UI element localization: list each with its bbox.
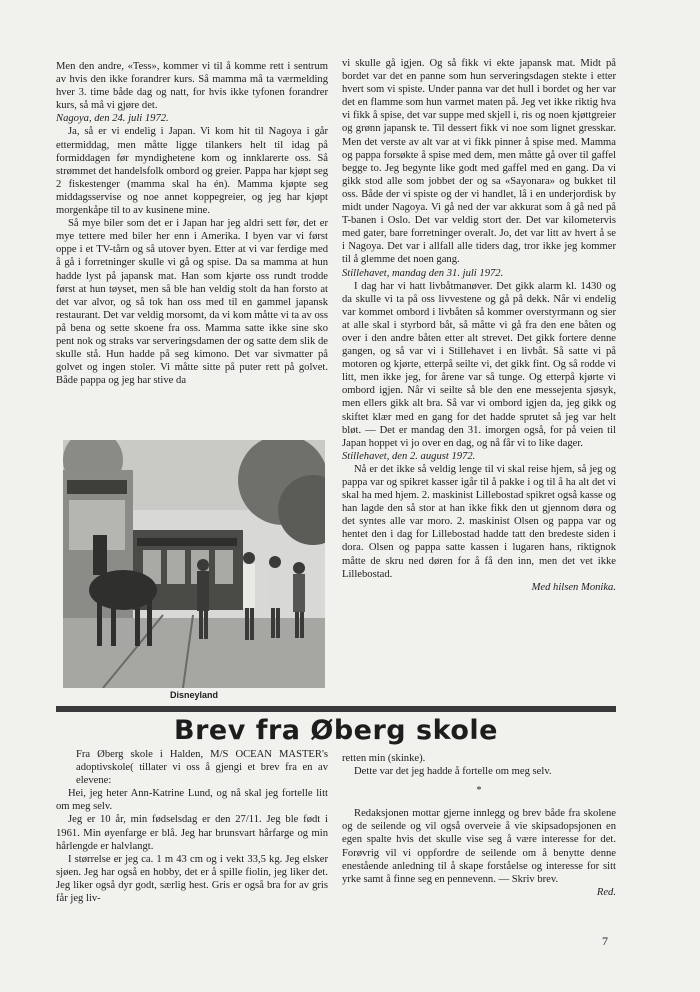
article-paragraph: Nå er det ikke så veldig lenge til vi skal reise hjem, så jeg og pappa var og spikret kasser igår til å pakke i og til å ha alt det vi skal ha med hjem. 2. maskinist Lillebostad spikret også kasse og han lagde den så stor at han ikke fikk den ut gjennom døra og det syntes alle var moro. 2. maskinist Olsen og pappa var og hentet den i dag for Lillebostad hadde tatt den bredeste siden i dora. Olsen og pappa satte kassen i lugaren hans, riktignok måtte de skru ned døren for å få den inn, men det vet ikke Lillebostad. [342,463,616,580]
article-right-column [342,57,616,594]
letter-paragraph: I størrelse er jeg ca. 1 m 43 cm og i vekt 33,5 kg. Jeg elsker sjøen. Jeg har også en hobby, det er å spille fiolin, jeg liker det. Jeg liker også dyr godt, særlig hest. Gris er også bra for av gris får jeg liv- [56,853,328,905]
letter-paragraph: retten min (skinke). [342,753,426,764]
letter-paragraph: Jeg er 10 år, min fødselsdag er den 27/11. Jeg ble født i 1961. Min øyenfarge er blå. Jeg har brunsvart hårfarge og min hårlengde er halvlangt. [56,814,328,852]
separator-star: * [476,785,482,797]
letter-right-column [342,752,616,899]
editorial-note: Redaksjonen mottar gjerne innlegg og brev både fra skolene og de seilende og vil også overveie å vie skipsadopsjonen en egen spalte hvis det skulle vise seg å være interesse for det. Forøvrig vil vi oppfordre de seilende om å benytte denne enestående anledning til å skape forståelse og interesse for sitt yrke samt å finne seg en pennevenn. — Skriv brev. [342,808,616,885]
letter-paragraph: Dette var det jeg hadde å fortelle om meg selv. [354,766,552,778]
editor-signature: Red. [596,886,616,898]
letter-left-column [56,748,328,905]
photo-caption: Disneyland [169,690,218,700]
article-paragraph: Så mye biler som det er i Japan har jeg aldri sett før, det er mye tettere med biler her enn i Amerika. I byen var vi først oppe i et TV-tårn og så utover byen. Etter at vi var ferdige med å gå i forretninger skulle vi gå og spise. Da sa mamma at hun hadde lyst på japansk mat. Han som kjørte oss rundt trodde først at hun tøyset, men så ble han veldig stolt da han forsto at det var alvor, og så tok han oss med til en gammel japansk restaurant. Det var veldig morsomt, da vi kom måtte vi ta av oss på bena og sette skoene fra oss. Mamma satte ikke sine sko pent nok og straks var serveringsdamen der og satte dem slik de skulle stå. Hun hadde på seg kimono. Det var sivmatter på golvet og ingen stoler. Vi måtte sitte på puter rett på golvet. Både pappa og jeg har stive da [56,218,328,387]
article-left-column [56,60,328,387]
article-paragraph: Ja, så er vi endelig i Japan. Vi kom hit til Nagoya i går ettermiddag, men måtte ligge tilankers helt til idag på formiddagen før myndighetene kom og innklarerte oss. Så strømmet det handelsfolk ombord og greier. Pappa har kjøpt seg 2 fiskestenger (mamma skal ha én). Mamma kjøpte seg middagsservise og noe annet koppegreier, og jeg har kjøpt morgenkåpe til to av kusinene mine. [56,126,328,217]
article-paragraph: I dag har vi hatt livbåtmanøver. Det gikk alarm kl. 1430 og da skulle vi ta på oss livvestene og gå på dekk. Når vi endelig var kommet ombord i livbåten så kommer overstyrmann og sier at alle skal i styrbord båt, så måtte vi gå fra den ene båten og over i den andre båten etter alt strevet. Det gikk fortere denne gangen, og så var vi i Stillehavet i en livbåt. Så satte vi på motoren og kjørte, etterpå seilte vi, det gikk fint. Og så rodde vi litt, men ikke jeg, for årene var så tunge. Og etterpå kjørte vi ombord igjen. Når vi seilte så ble den ene messejenta sjøsyk, men ellers gikk alt bra. Så var vi ombord igjen da, jeg gikk og skiftet klær med en gang for det hadde sprutet så jeg var helt bløt. — Det er mandag den 31. imorgen også, for på veien til Japan hoppet vi jo over en dag, og nå får vi to like dager. [342,280,616,449]
letter-intro: Fra Øberg skole i Halden, M/S OCEAN MASTER's adoptivskole( tillater vi oss å gjengi et brev fra en av elevene: [76,749,328,787]
dateline: Nagoya, den 24. juli 1972. [56,113,169,125]
dateline: Stillehavet, den 2. august 1972. [342,450,476,462]
photo-illustration [63,440,325,688]
disneyland-photo [63,440,325,688]
page-number: 7 [602,934,608,948]
section-divider [56,706,616,712]
section-headline: Brev fra Øberg skole [174,715,498,746]
signature: Med hilsen Monika. [531,581,616,593]
dateline: Stillehavet, mandag den 31. juli 1972. [342,267,504,279]
article-paragraph: Men den andre, «Tess», kommer vi til å komme rett i sentrum av hvis den ikke forandrer kurs. Så mamma må ta værmelding hver 3. time både dag og natt, for hvis ikke tyfonen forandrer kurs, så må vi gjøre det. [56,61,328,112]
letter-paragraph: Hei, jeg heter Ann-Katrine Lund, og nå skal jeg fortelle litt om meg selv. [56,788,328,813]
article-paragraph: vi skulle gå igjen. Og så fikk vi ekte japansk mat. Midt på bordet var det en panne som hun serveringsdagen stekte i etter hvert som vi spiste. Under panna var det hull i bordet og her var det en flamme som hun varmet maten på. Jeg vet ikke riktig hva vi fikk å spise, det var suppe med skjell i, ris og noen kjøttgreier og grønn japansk te. Til dessert fikk vi noe som lignet gresskar. Men det verste av alt var at vi fikk pinner å spise med. Mamma og pappa forsøkte å spise med dem, men måtte gå over til gaffel begge to. Jeg begynte like godt med gaffel med en gang. Da vi gikk stod alle som jobbet der og sa «Sayonara» og bukket til oss. Både der vi spiste og der vi handlet, lå i en underjordisk by midt under Nagoya. Vi gå ned der var akkurat som å gå ned på T-banen i Oslo. Det var veldig stort der. Det var kilometervis med gater, bare forretninger overalt. Jo, det var litt av hvert å se i Nagoya. Det var i allfall alle tiders dag, tror ikke jeg kommer til å glemme det noen gang. [342,58,616,266]
